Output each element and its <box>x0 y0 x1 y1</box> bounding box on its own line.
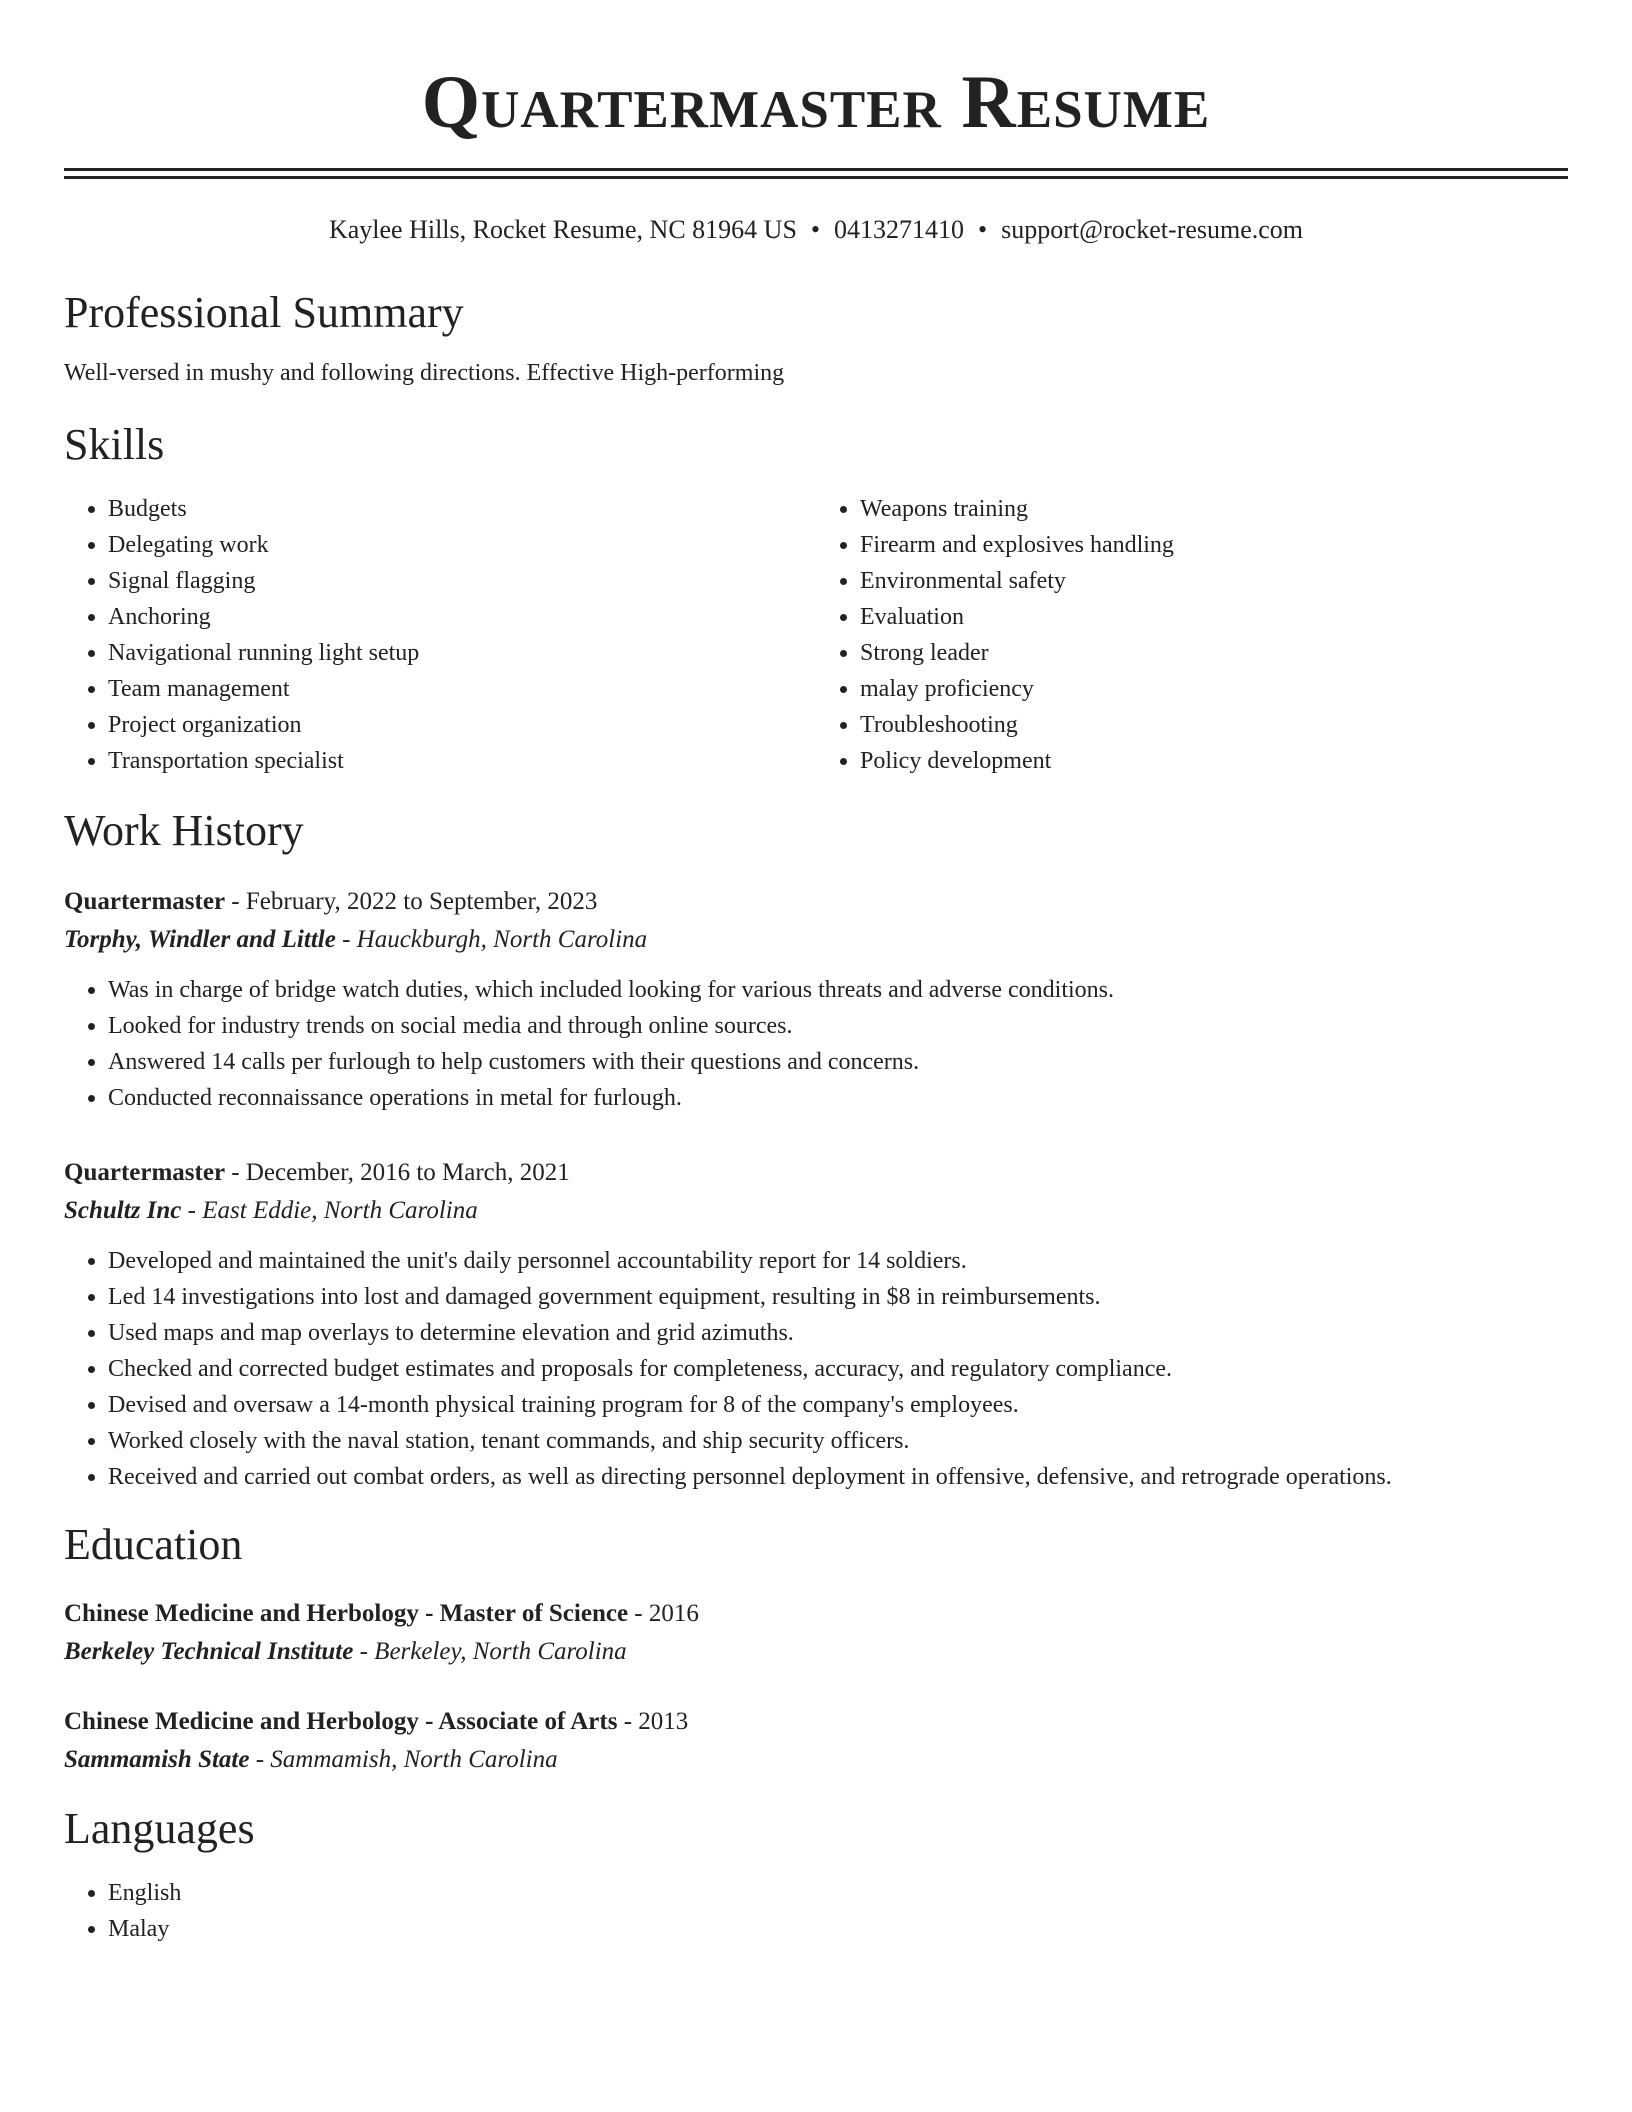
summary-text: Well-versed in mushy and following directions. Effective High-performing <box>64 360 785 386</box>
languages-heading: Languages <box>64 1804 255 1853</box>
job-company: Schultz Inc <box>64 1197 182 1224</box>
education-degree: Chinese Medicine and Herbology - Associate of Arts <box>64 1708 618 1735</box>
education-heading: Education <box>64 1520 243 1569</box>
job-dates: - February, 2022 to September, 2023 <box>225 888 598 915</box>
language-item: • Malay <box>108 1911 1568 1947</box>
skill-item: • Anchoring <box>108 599 816 635</box>
work-history-heading: Work History <box>64 806 304 855</box>
job-company: Torphy, Windler and Little <box>64 926 336 953</box>
education-location: - Berkeley, North Carolina <box>353 1638 627 1665</box>
skill-item: • Team management <box>108 671 816 707</box>
skill-item: • Project organization <box>108 707 816 743</box>
contact-line <box>64 213 1568 247</box>
contact-address: Kaylee Hills, Rocket Resume, NC 81964 US <box>328 215 797 244</box>
skill-item: • Strong leader <box>860 635 1568 671</box>
skills-columns <box>64 491 1568 779</box>
skill-item: • Transportation specialist <box>108 743 816 779</box>
job-location: - Hauckburgh, North Carolina <box>335 926 648 953</box>
skill-item: • Troubleshooting <box>860 707 1568 743</box>
education-school: Sammamish State <box>64 1746 250 1773</box>
education-year: - 2013 <box>617 1708 689 1735</box>
job-location: - East Eddie, North Carolina <box>181 1197 478 1224</box>
skill-item: • Evaluation <box>860 599 1568 635</box>
job-duty: • Used maps and map overlays to determine elevation and grid azimuths. <box>108 1315 1568 1351</box>
job-duty: • Led 14 investigations into lost and damaged government equipment, resulting in $8 in reimbursements. <box>108 1279 1568 1315</box>
job-duty: • Received and carried out combat orders, as well as directing personnel deployment in offensive, defensive, and retrograde operations. <box>108 1459 1568 1495</box>
job-title: Quartermaster <box>64 1159 226 1186</box>
skill-item: • Navigational running light setup <box>108 635 816 671</box>
education-entry <box>64 1595 1568 1671</box>
skill-item: • malay proficiency <box>860 671 1568 707</box>
job-duties <box>64 1243 1568 1495</box>
education-location: - Sammamish, North Carolina <box>249 1746 558 1773</box>
job-entry <box>64 1154 1568 1495</box>
job-duty: • Checked and corrected budget estimates and proposals for completeness, accuracy, and regulatory compliance. <box>108 1351 1568 1387</box>
job-title-line <box>64 1154 1568 1192</box>
education-school-line <box>64 1741 1568 1779</box>
job-duty: • Conducted reconnaissance operations in metal for furlough. <box>108 1080 1568 1116</box>
job-duty: • Devised and oversaw a 14-month physical training program for 8 of the company's employees. <box>108 1387 1568 1423</box>
skill-item: • Weapons training <box>860 491 1568 527</box>
summary-heading: Professional Summary <box>64 288 464 337</box>
resume-title: Quartermaster Resume <box>421 61 1211 144</box>
education-entry <box>64 1703 1568 1779</box>
skill-item: • Firearm and explosives handling <box>860 527 1568 563</box>
job-duty: • Looked for industry trends on social media and through online sources. <box>108 1008 1568 1044</box>
job-duty: • Worked closely with the naval station, tenant commands, and ship security officers. <box>108 1423 1568 1459</box>
skill-item: • Delegating work <box>108 527 816 563</box>
job-dates: - December, 2016 to March, 2021 <box>225 1159 570 1186</box>
contact-separator: • <box>978 215 988 244</box>
education-school-line <box>64 1633 1568 1671</box>
job-duty: • Was in charge of bridge watch duties, which included looking for various threats and adverse conditions. <box>108 972 1568 1008</box>
title-divider <box>64 168 1568 179</box>
skill-item: • Environmental safety <box>860 563 1568 599</box>
contact-phone: 0413271410 <box>834 215 965 244</box>
education-school: Berkeley Technical Institute <box>64 1638 354 1665</box>
language-item: • English <box>108 1875 1568 1911</box>
job-entry <box>64 883 1568 1116</box>
job-duty: • Developed and maintained the unit's daily personnel accountability report for 14 soldiers. <box>108 1243 1568 1279</box>
contact-separator: • <box>810 215 821 244</box>
education-degree-line <box>64 1703 1568 1741</box>
education-year: - 2016 <box>628 1600 699 1627</box>
languages-list <box>64 1875 1568 1947</box>
job-company-line <box>64 921 1568 959</box>
education-degree: Chinese Medicine and Herbology - Master of Science <box>64 1600 629 1627</box>
job-title-line <box>64 883 1568 921</box>
skill-item: • Policy development <box>860 743 1568 779</box>
skills-heading: Skills <box>64 420 165 469</box>
job-company-line <box>64 1192 1568 1230</box>
skill-item: • Budgets <box>108 491 816 527</box>
job-duty: • Answered 14 calls per furlough to help customers with their questions and concerns. <box>108 1044 1568 1080</box>
skills-list-right <box>816 491 1568 779</box>
skill-item: • Signal flagging <box>108 563 816 599</box>
skills-list-left <box>64 491 816 779</box>
contact-email: support@rocket-resume.com <box>1001 215 1304 244</box>
education-degree-line <box>64 1595 1568 1633</box>
job-title: Quartermaster <box>64 888 226 915</box>
job-duties <box>64 972 1568 1116</box>
